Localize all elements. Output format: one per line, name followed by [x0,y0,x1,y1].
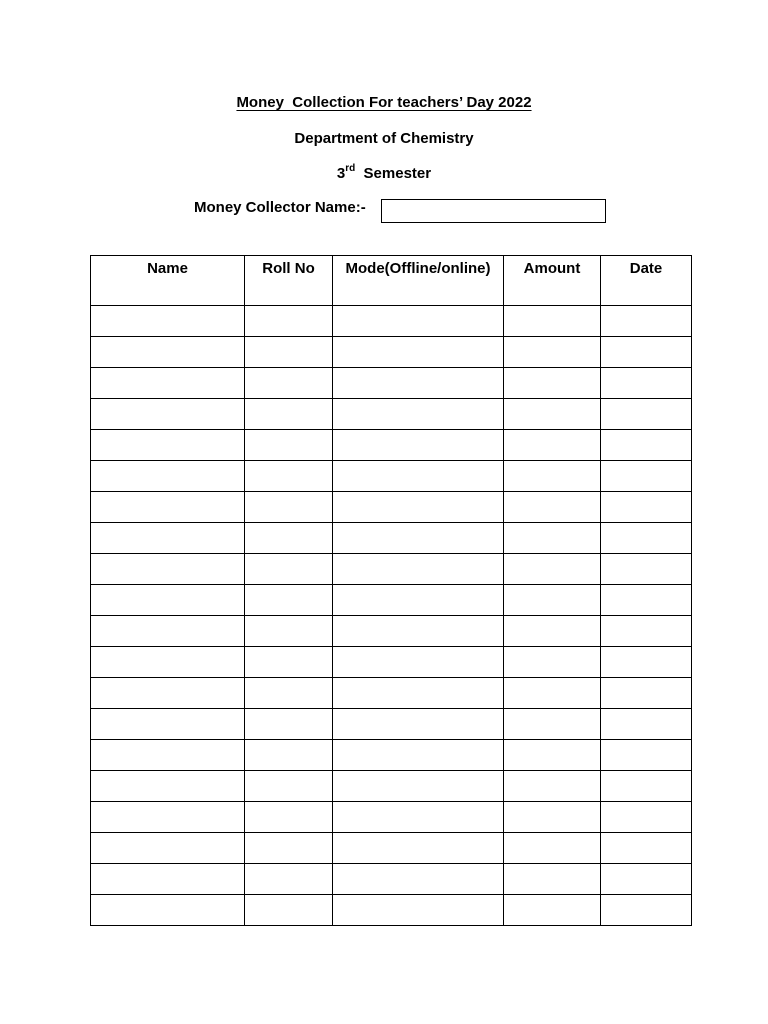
table-cell-roll-no[interactable] [245,399,333,430]
table-cell-mode[interactable] [333,523,504,554]
page-title [0,94,768,111]
table-cell-date[interactable] [601,399,692,430]
table-row [91,709,692,740]
table-cell-amount[interactable] [504,616,601,647]
table-cell-roll-no[interactable] [245,492,333,523]
table-row [91,430,692,461]
table-cell-name[interactable] [91,895,245,926]
table-cell-mode[interactable] [333,864,504,895]
table-cell-date[interactable] [601,771,692,802]
table-cell-date[interactable] [601,616,692,647]
table-cell-roll-no[interactable] [245,771,333,802]
table-cell-date[interactable] [601,306,692,337]
table-cell-mode[interactable] [333,771,504,802]
table-row [91,368,692,399]
table-cell-name[interactable] [91,492,245,523]
table-cell-roll-no[interactable] [245,833,333,864]
table-cell-mode[interactable] [333,709,504,740]
semester-number: 3 [336,165,346,182]
table-row [91,585,692,616]
semester-heading [0,164,768,182]
table-cell-date[interactable] [601,709,692,740]
table-cell-date[interactable] [601,368,692,399]
table-cell-amount[interactable] [504,430,601,461]
table-cell-name[interactable] [91,337,245,368]
table-cell-date[interactable] [601,430,692,461]
department-heading: Department of Chemistry [294,130,474,147]
table-cell-amount[interactable] [504,802,601,833]
table-cell-name[interactable] [91,430,245,461]
table-cell-amount[interactable] [504,647,601,678]
table-cell-mode[interactable] [333,647,504,678]
table-cell-date[interactable] [601,492,692,523]
table-cell-name[interactable] [91,554,245,585]
collector-name-label: Money Collector Name:- [194,199,366,216]
table-cell-roll-no[interactable] [245,895,333,926]
table-cell-date[interactable] [601,802,692,833]
table-header-row [91,256,692,306]
table-cell-mode[interactable] [333,802,504,833]
table-cell-mode[interactable] [333,616,504,647]
table-cell-name[interactable] [91,616,245,647]
table-cell-amount[interactable] [504,337,601,368]
table-cell-amount[interactable] [504,461,601,492]
table-cell-roll-no[interactable] [245,740,333,771]
table-cell-date[interactable] [601,523,692,554]
column-header-mode: Mode(Offline/online) [333,256,504,306]
table-cell-date[interactable] [601,337,692,368]
table-cell-name[interactable] [91,399,245,430]
column-header-date: Date [601,256,692,306]
table-cell-amount[interactable] [504,895,601,926]
table-cell-mode[interactable] [333,740,504,771]
table-cell-amount[interactable] [504,306,601,337]
table-cell-date[interactable] [601,678,692,709]
table-cell-amount[interactable] [504,833,601,864]
table-row [91,492,692,523]
table-row [91,616,692,647]
table-cell-mode[interactable] [333,368,504,399]
table-row [91,864,692,895]
table-cell-name[interactable] [91,771,245,802]
table-cell-mode[interactable] [333,492,504,523]
table-cell-name[interactable] [91,833,245,864]
column-header-name: Name [91,256,245,306]
table-cell-name[interactable] [91,864,245,895]
table-cell-amount[interactable] [504,585,601,616]
table-row [91,771,692,802]
table-cell-date[interactable] [601,647,692,678]
table-cell-roll-no[interactable] [245,368,333,399]
column-header-amount: Amount [504,256,601,306]
table-cell-date[interactable] [601,833,692,864]
table-cell-name[interactable] [91,647,245,678]
table-row [91,399,692,430]
table-cell-roll-no[interactable] [245,523,333,554]
table-cell-mode[interactable] [333,430,504,461]
table-cell-roll-no[interactable] [245,306,333,337]
table-cell-name[interactable] [91,585,245,616]
table-cell-mode[interactable] [333,554,504,585]
table-cell-amount[interactable] [504,492,601,523]
table-cell-amount[interactable] [504,368,601,399]
table-cell-mode[interactable] [333,678,504,709]
table-cell-name[interactable] [91,306,245,337]
table-row [91,833,692,864]
table-cell-date[interactable] [601,864,692,895]
table-cell-date[interactable] [601,554,692,585]
table-cell-amount[interactable] [504,523,601,554]
table-cell-amount[interactable] [504,399,601,430]
table-cell-mode[interactable] [333,833,504,864]
table-row [91,678,692,709]
table-cell-roll-no[interactable] [245,647,333,678]
table-cell-roll-no[interactable] [245,678,333,709]
table-row [91,523,692,554]
table-cell-mode[interactable] [333,895,504,926]
table-row [91,461,692,492]
table-cell-name[interactable] [91,709,245,740]
semester-label: Semester [355,165,432,182]
table-cell-name[interactable] [91,461,245,492]
table-cell-name[interactable] [91,368,245,399]
table-cell-roll-no[interactable] [245,616,333,647]
table-cell-mode[interactable] [333,399,504,430]
semester-suffix: rd [345,163,356,174]
table-cell-roll-no[interactable] [245,802,333,833]
table-cell-roll-no[interactable] [245,461,333,492]
table-cell-date[interactable] [601,585,692,616]
table-cell-date[interactable] [601,461,692,492]
table-cell-roll-no[interactable] [245,709,333,740]
table-row [91,647,692,678]
column-header-roll-no: Roll No [245,256,333,306]
table-cell-amount[interactable] [504,740,601,771]
table-cell-mode[interactable] [333,585,504,616]
table-cell-mode[interactable] [333,461,504,492]
table-cell-name[interactable] [91,523,245,554]
table-row [91,337,692,368]
table-body [91,306,692,926]
table-cell-date[interactable] [601,895,692,926]
title-text: Money Collection For teachers’ Day 2022 [236,94,532,111]
table-cell-roll-no[interactable] [245,864,333,895]
table-cell-roll-no[interactable] [245,337,333,368]
table-cell-amount[interactable] [504,678,601,709]
table-cell-mode[interactable] [333,337,504,368]
table-cell-name[interactable] [91,802,245,833]
table-cell-name[interactable] [91,740,245,771]
table-row [91,802,692,833]
table-cell-mode[interactable] [333,306,504,337]
collection-table [90,255,692,926]
collector-name-field[interactable] [381,199,606,223]
table-cell-date[interactable] [601,740,692,771]
table-row [91,554,692,585]
table-cell-amount[interactable] [504,554,601,585]
table-cell-roll-no[interactable] [245,430,333,461]
table-cell-amount[interactable] [504,709,601,740]
table-row [91,306,692,337]
table-cell-name[interactable] [91,678,245,709]
table-cell-roll-no[interactable] [245,585,333,616]
table-cell-amount[interactable] [504,864,601,895]
table-cell-roll-no[interactable] [245,554,333,585]
table-row [91,895,692,926]
table-row [91,740,692,771]
table-cell-amount[interactable] [504,771,601,802]
